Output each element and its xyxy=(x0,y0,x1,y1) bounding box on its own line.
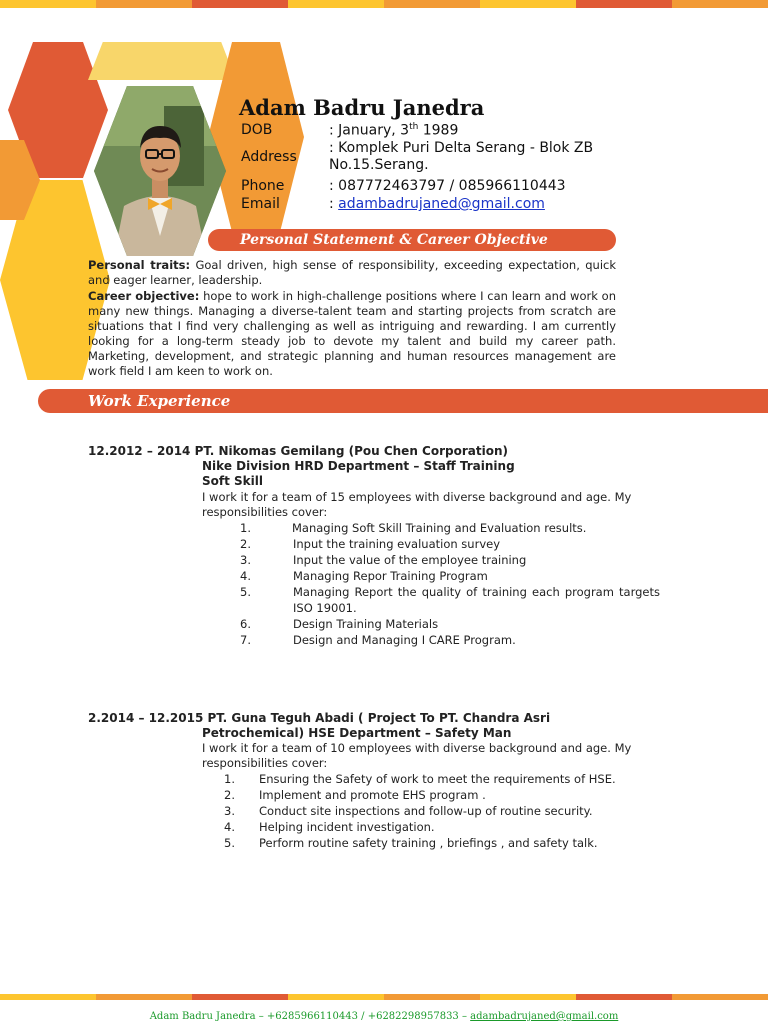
list-item: 4. Managing Repor Training Program xyxy=(240,569,488,583)
personal-statement-banner: Personal Statement & Career Objective xyxy=(208,229,616,251)
email-label: Email xyxy=(241,196,280,212)
list-item: 2. Implement and promote EHS program . xyxy=(224,788,486,802)
personal-traits xyxy=(88,258,616,288)
list-item: 1. Managing Soft Skill Training and Evaluation results. xyxy=(240,521,587,535)
job-1-heading: 12.2012 – 2014 PT. Nikomas Gemilang (Pou Chen Corporation) xyxy=(88,444,508,458)
footer-text: Adam Badru Janedra – +6285966110443 / +6282298957833 – xyxy=(149,1011,471,1022)
bottom-stripe xyxy=(0,994,768,1000)
hex-decoration-light-yellow xyxy=(88,42,236,80)
footer-email-link[interactable]: adambadrujaned@gmail.com xyxy=(470,1011,619,1022)
address-value: : Komplek Puri Delta Serang - Blok ZB No.15.Serang. xyxy=(329,140,594,173)
list-item: 5. Perform routine safety training , briefings , and safety talk. xyxy=(224,836,598,850)
list-item: 4. Helping incident investigation. xyxy=(224,820,435,834)
top-stripe xyxy=(0,0,768,8)
job-2-responsibilities xyxy=(224,771,644,851)
list-item: 5. Managing Report the quality of training each program targets ISO 19001. xyxy=(240,585,660,615)
email-value: : adambadrujaned@gmail.com xyxy=(329,196,545,212)
dob-value: : January, 3th 1989 xyxy=(329,122,459,139)
career-objective xyxy=(88,289,616,379)
list-item: 3. Input the value of the employee training xyxy=(240,553,527,567)
list-item: 1. Ensuring the Safety of work to meet the requirements of HSE. xyxy=(224,772,616,786)
phone-label: Phone xyxy=(241,178,285,194)
list-item: 3. Conduct site inspections and follow-up of routine security. xyxy=(224,804,593,818)
job-1-responsibilities xyxy=(240,520,660,648)
job-1-role: Soft Skill xyxy=(202,474,263,488)
job-2-department: Petrochemical) HSE Department – Safety Man xyxy=(202,726,512,740)
address-label: Address xyxy=(241,149,297,165)
traits-label: Personal traits: xyxy=(88,258,191,272)
career-label: Career objective: xyxy=(88,289,200,303)
traits-text: Goal driven, high sense of responsibility, exceeding expectation, quick and eager learner, leadership. xyxy=(88,258,616,287)
list-item: 7. Design and Managing I CARE Program. xyxy=(240,633,516,647)
job-2-description: I work it for a team of 10 employees with diverse background and age. My responsibilities cover: xyxy=(202,741,632,770)
email-link[interactable]: adambadrujaned@gmail.com xyxy=(338,196,545,212)
job-1-department: Nike Division HRD Department – Staff Training xyxy=(202,459,515,473)
profile-photo xyxy=(94,86,226,256)
work-experience-banner: Work Experience xyxy=(38,389,768,413)
dob-label: DOB xyxy=(241,122,273,138)
footer xyxy=(0,1011,768,1022)
list-item: 2. Input the training evaluation survey xyxy=(240,537,501,551)
phone-value: : 087772463797 / 085966110443 xyxy=(329,178,566,194)
job-1-description: I work it for a team of 15 employees with diverse background and age. My responsibilities cover: xyxy=(202,490,632,519)
candidate-name: Adam Badru Janedra xyxy=(239,95,485,120)
career-text: hope to work in high-challenge positions where I can learn and work on many new things. Managing a diverse-talent team and starting projects from scratch are situations that I find very challenging as well as intriguing and rewarding. I am currently looking for a long-term steady job to devote my talent and build my career path. Marketing, development, and strategic planning and human resources management are work field I am keen to work on. xyxy=(88,289,617,378)
list-item: 6. Design Training Materials xyxy=(240,617,439,631)
job-2-heading: 2.2014 – 12.2015 PT. Guna Teguh Abadi ( Project To PT. Chandra Asri xyxy=(88,711,551,725)
